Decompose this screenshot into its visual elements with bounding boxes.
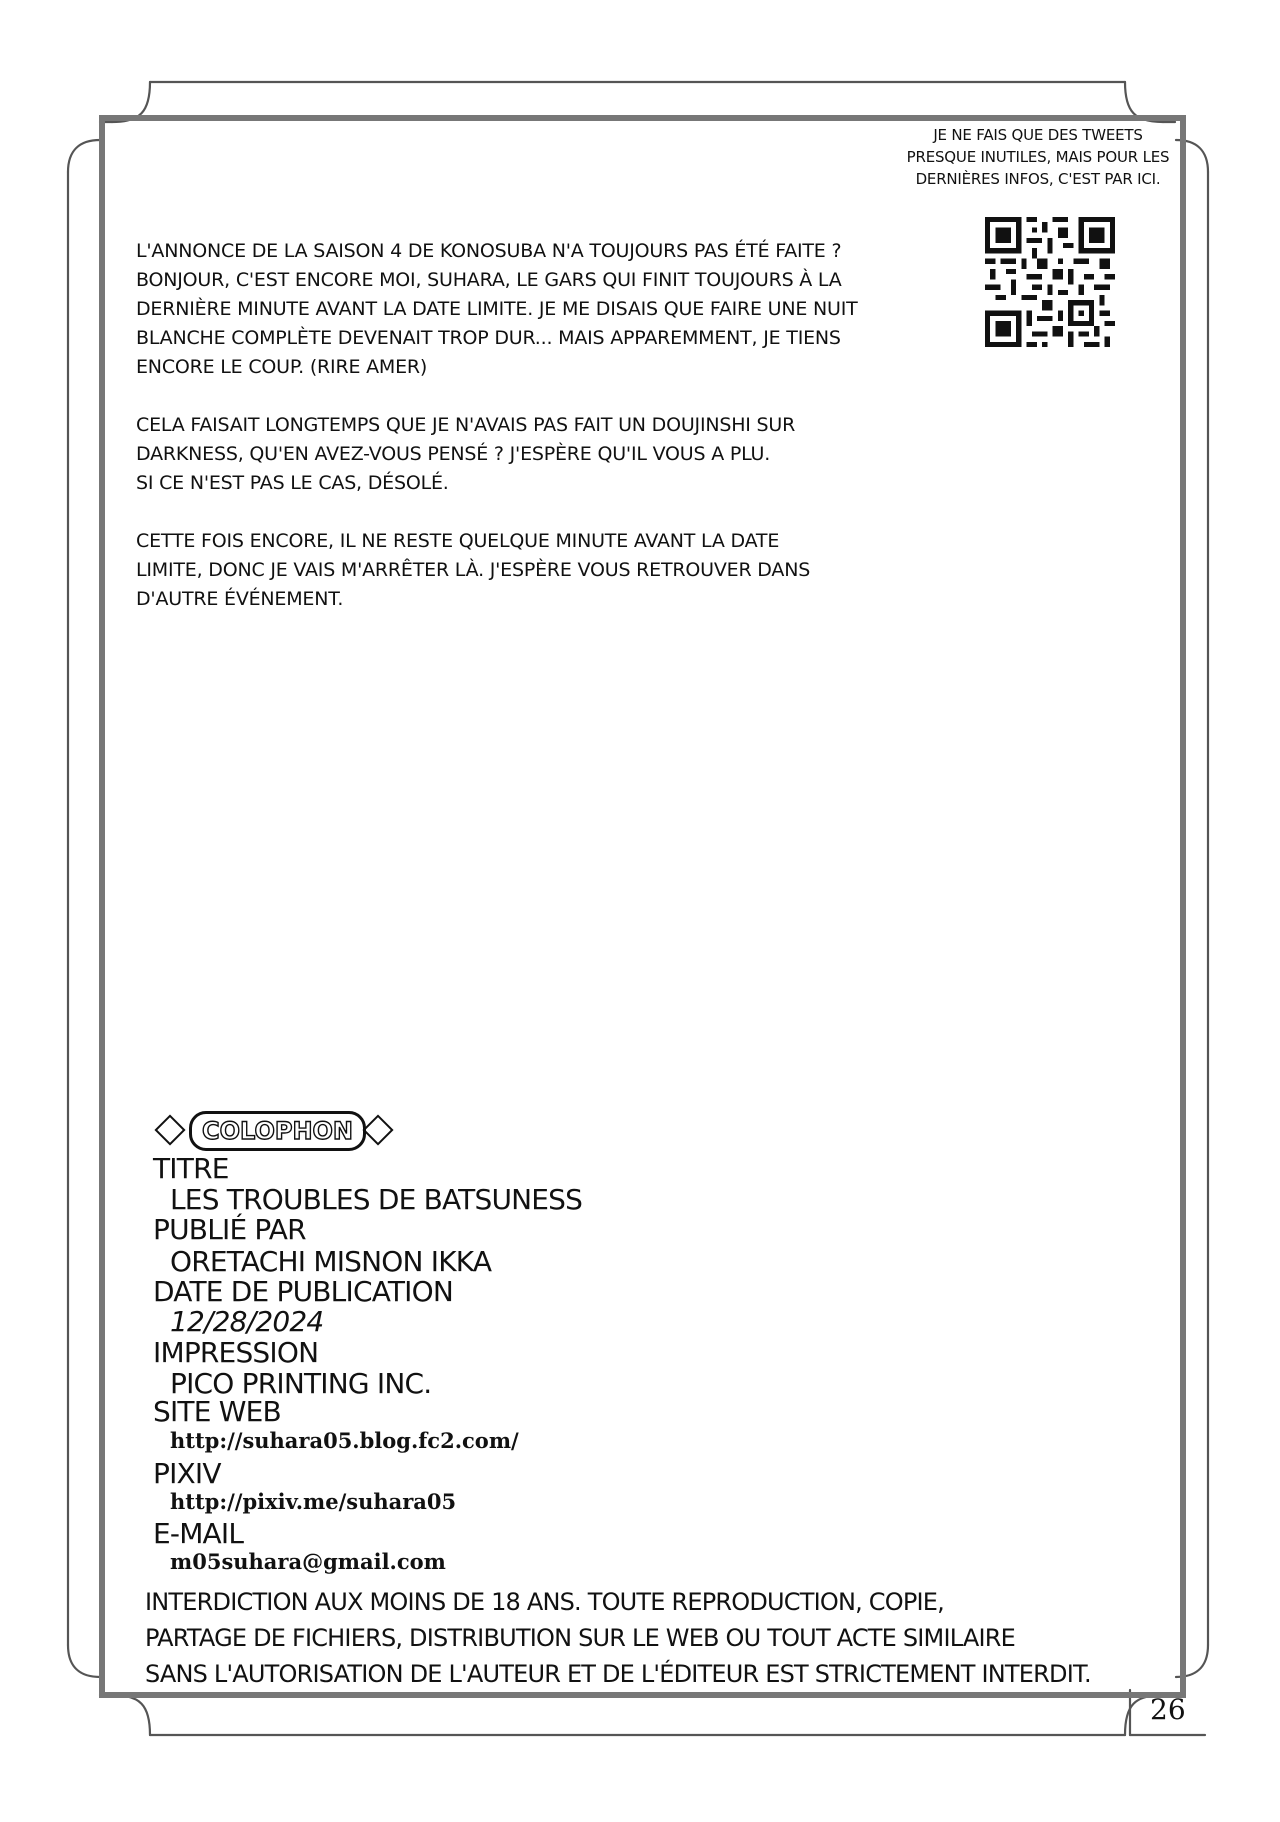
intro-line: LIMITE, DONC JE VAIS M'ARRÊTER LÀ. J'ESPÈRE VOUS RETROUVER DANS (136, 559, 811, 581)
intro-text (136, 208, 896, 643)
qr-note-line: PRESQUE INUTILES, MAIS POUR LES (906, 148, 1170, 166)
pixiv-link[interactable]: http://pixiv.me/suhara05 (170, 1489, 457, 1514)
intro-line: DARKNESS, QU'EN AVEZ-VOUS PENSÉ ? J'ESPÈRE QU'IL VOUS A PLU. (136, 443, 771, 465)
website-label: SITE WEB (153, 1395, 281, 1428)
date-label: DATE DE PUBLICATION (153, 1275, 454, 1308)
qr-note (893, 124, 1183, 190)
qr-note-line: DERNIÈRES INFOS, C'EST PAR ICI. (915, 170, 1161, 188)
email-label: E-MAIL (153, 1517, 244, 1550)
title-label: TITRE (153, 1152, 229, 1185)
qr-code[interactable] (985, 217, 1115, 347)
publisher-value: ORETACHI MISNON IKKA (170, 1245, 492, 1278)
intro-line: BLANCHE COMPLÈTE DEVENAIT TROP DUR... MAIS APPAREMMENT, JE TIENS (136, 327, 841, 349)
colophon-badge: COLOPHON (189, 1111, 366, 1151)
printing-label: IMPRESSION (153, 1336, 319, 1369)
website-link[interactable]: http://suhara05.blog.fc2.com/ (170, 1428, 519, 1453)
intro-line: D'AUTRE ÉVÉNEMENT. (136, 588, 344, 610)
publisher-label: PUBLIÉ PAR (153, 1213, 306, 1246)
date-value: 12/28/2024 (170, 1305, 324, 1338)
intro-line: DERNIÈRE MINUTE AVANT LA DATE LIMITE. JE ME DISAIS QUE FAIRE UNE NUIT (136, 298, 858, 320)
legal-notice (145, 1584, 1125, 1692)
email-link[interactable]: m05suhara@gmail.com (170, 1549, 446, 1574)
printing-value: PICO PRINTING INC. (170, 1367, 432, 1400)
intro-line: SI CE N'EST PAS LE CAS, DÉSOLÉ. (136, 472, 449, 494)
intro-line: CELA FAISAIT LONGTEMPS QUE JE N'AVAIS PAS FAIT UN DOUJINSHI SUR (136, 414, 796, 436)
intro-line: ENCORE LE COUP. (RIRE AMER) (136, 356, 428, 378)
intro-line: CETTE FOIS ENCORE, IL NE RESTE QUELQUE MINUTE AVANT LA DATE (136, 530, 780, 552)
intro-line: BONJOUR, C'EST ENCORE MOI, SUHARA, LE GARS QUI FINIT TOUJOURS À LA (136, 269, 842, 291)
legal-line: SANS L'AUTORISATION DE L'AUTEUR ET DE L'ÉDITEUR EST STRICTEMENT INTERDIT. (145, 1660, 1091, 1688)
qr-note-line: JE NE FAIS QUE DES TWEETS (933, 126, 1143, 144)
title-value: LES TROUBLES DE BATSUNESS (170, 1183, 583, 1216)
legal-line: PARTAGE DE FICHIERS, DISTRIBUTION SUR LE WEB OU TOUT ACTE SIMILAIRE (145, 1624, 1016, 1652)
intro-line: L'ANNONCE DE LA SAISON 4 DE KONOSUBA N'A TOUJOURS PAS ÉTÉ FAITE ? (136, 240, 842, 262)
pixiv-label: PIXIV (153, 1457, 221, 1490)
page-number: 26 (1150, 1693, 1186, 1726)
legal-line: INTERDICTION AUX MOINS DE 18 ANS. TOUTE REPRODUCTION, COPIE, (145, 1588, 944, 1616)
